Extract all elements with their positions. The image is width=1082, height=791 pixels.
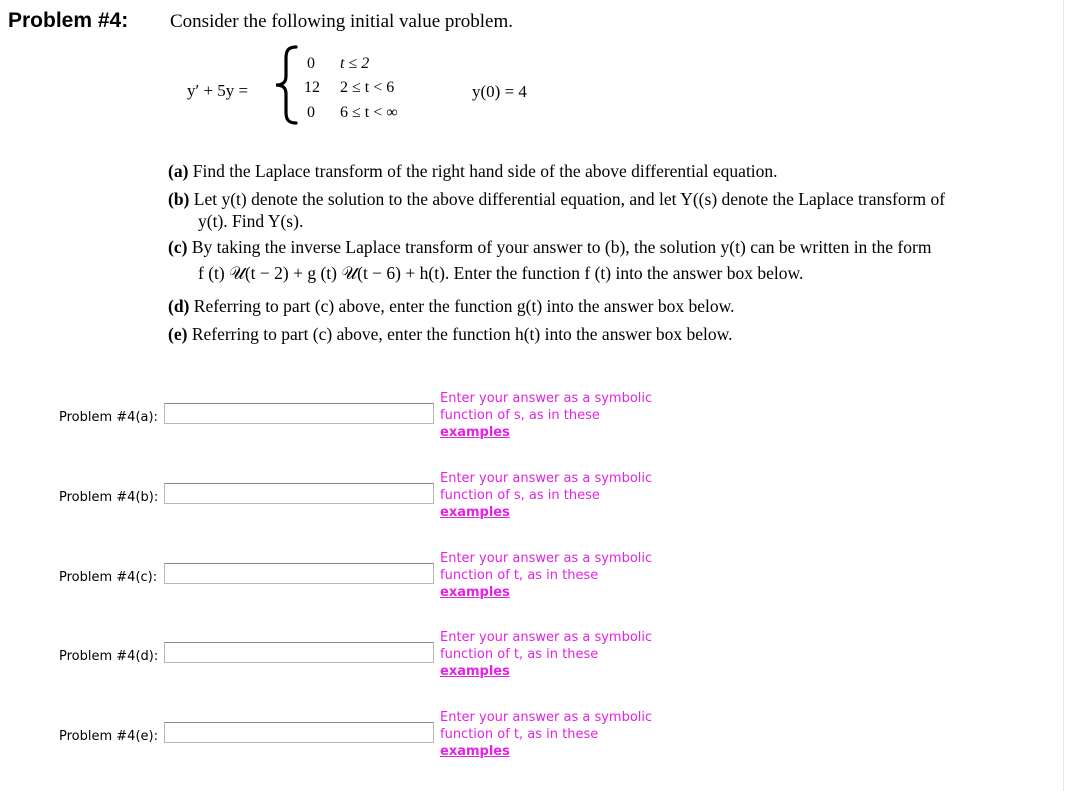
hint-text: Enter your answer as a symbolic xyxy=(440,471,653,486)
part-text: Let y(t) denote the solution to the above differential equation, and let Y((s) denote the Laplace transform of xyxy=(193,189,946,209)
examples-link[interactable]: examples xyxy=(440,505,510,520)
answer-label-d: Problem #4(d): xyxy=(59,649,159,664)
answer-label-a: Problem #4(a): xyxy=(59,410,158,425)
answer-label-b: Problem #4(b): xyxy=(59,490,159,505)
part-d xyxy=(168,295,734,317)
part-label: (c) xyxy=(168,237,188,257)
hint-text: Enter your answer as a symbolic xyxy=(440,710,653,725)
answer-hint-a xyxy=(440,390,652,441)
page-divider xyxy=(1063,0,1064,791)
answer-hint-e xyxy=(440,709,652,760)
hint-text: function of t, as in these xyxy=(440,568,599,583)
hint-text: function of t, as in these xyxy=(440,647,599,662)
part-b xyxy=(168,188,1044,232)
hint-text: function of s, as in these xyxy=(440,408,600,423)
part-e xyxy=(168,323,733,345)
hint-text: function of t, as in these xyxy=(440,727,599,742)
examples-link[interactable]: examples xyxy=(440,664,510,679)
examples-link[interactable]: examples xyxy=(440,744,510,759)
hint-text: Enter your answer as a symbolic xyxy=(440,391,653,406)
examples-link[interactable]: examples xyxy=(440,585,510,600)
part-text: By taking the inverse Laplace transform of your answer to (b), the solution y(t) can be written in the form xyxy=(191,237,932,257)
answer-input-d[interactable] xyxy=(164,642,434,663)
answer-hint-c xyxy=(440,550,652,601)
answer-label-e: Problem #4(e): xyxy=(59,729,158,744)
part-label: (d) xyxy=(168,296,190,316)
part-label: (e) xyxy=(168,324,188,344)
hint-text: Enter your answer as a symbolic xyxy=(440,630,653,645)
answer-label-c: Problem #4(c): xyxy=(59,570,158,585)
problem-description: Consider the following initial value problem. xyxy=(170,11,513,32)
part-text: Referring to part (c) above, enter the function g(t) into the answer box below. xyxy=(193,296,735,316)
problem-title: Problem #4: xyxy=(8,9,129,32)
answer-input-e[interactable] xyxy=(164,722,434,743)
part-c xyxy=(168,236,1044,284)
part-label: (b) xyxy=(168,189,190,209)
answer-input-b[interactable] xyxy=(164,483,434,504)
case-value: 0 xyxy=(307,55,315,72)
examples-link[interactable]: examples xyxy=(440,425,510,440)
case-condition: t ≤ 2 xyxy=(340,55,370,72)
hint-text: function of s, as in these xyxy=(440,488,600,503)
answer-input-a[interactable] xyxy=(164,403,434,424)
case-condition: 6 ≤ t < ∞ xyxy=(340,104,398,121)
equation-lhs: y′ + 5y = xyxy=(187,81,249,100)
part-text: Find the Laplace transform of the right hand side of the above differential equation. xyxy=(192,161,778,181)
part-text-continued: f (t) 𝒰(t − 2) + g (t) 𝒰(t − 6) + h(t). Enter the function f (t) into the answer box below. xyxy=(198,263,804,283)
answer-hint-b xyxy=(440,470,652,521)
part-text-continued: y(t). Find Y(s). xyxy=(198,211,304,231)
answer-hint-d xyxy=(440,629,652,680)
case-value: 12 xyxy=(304,79,320,96)
hint-text: Enter your answer as a symbolic xyxy=(440,551,653,566)
case-value: 0 xyxy=(307,104,315,121)
answer-input-c[interactable] xyxy=(164,563,434,584)
case-condition: 2 ≤ t < 6 xyxy=(340,79,395,96)
part-text: Referring to part (c) above, enter the function h(t) into the answer box below. xyxy=(191,324,733,344)
part-a xyxy=(168,160,778,182)
part-label: (a) xyxy=(168,161,189,181)
piecewise-brace xyxy=(272,44,300,126)
initial-condition: y(0) = 4 xyxy=(472,82,527,101)
